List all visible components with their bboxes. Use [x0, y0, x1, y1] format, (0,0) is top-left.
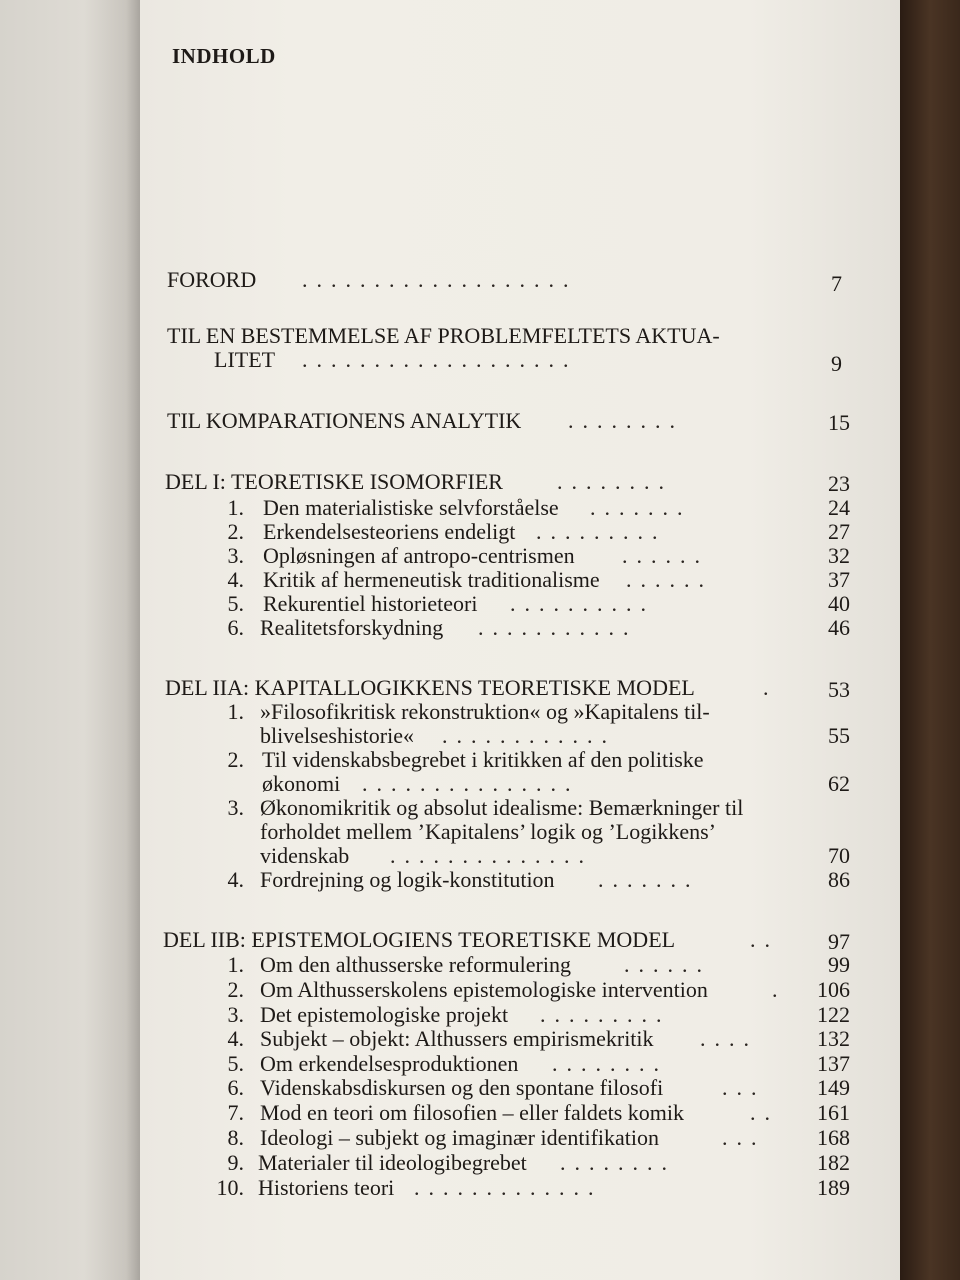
item-page: 132: [817, 1026, 850, 1051]
leader-dots: ...................: [302, 267, 578, 292]
leader-dots: ........: [560, 1150, 676, 1175]
item-number: 6.: [227, 615, 244, 640]
item-number: 4.: [227, 1026, 244, 1051]
item-number: 5.: [227, 591, 244, 616]
part-page: 23: [828, 471, 850, 496]
item-page: 62: [828, 771, 850, 796]
leader-dots: .: [763, 675, 778, 700]
part-page: 97: [828, 929, 850, 954]
item-page: 168: [817, 1125, 850, 1150]
item-page: 182: [817, 1150, 850, 1175]
leader-dots: .........: [540, 1002, 671, 1027]
item-title-cont: forholdet mellem ’Kapitalens’ logik og ’Logikkens’: [260, 819, 716, 844]
item-page: 40: [828, 591, 850, 616]
item-title: Mod en teori om filosofien – eller faldets komik: [260, 1100, 685, 1125]
toc-page: 15: [828, 410, 850, 435]
item-page: 55: [828, 723, 850, 748]
item-title: Kritik af hermeneutisk traditionalisme: [263, 567, 600, 592]
leader-dots: ...: [722, 1075, 766, 1100]
leader-dots: ..........: [510, 591, 655, 616]
leader-dots: ........: [552, 1051, 668, 1076]
item-page: 32: [828, 543, 850, 568]
leader-dots: ............: [442, 723, 616, 748]
leader-dots: ........: [568, 408, 684, 433]
item-title: Økonomikritik og absolut idealisme: Bemærkninger til: [260, 795, 744, 820]
item-title: Realitetsforskydning: [260, 615, 444, 640]
item-number: 1.: [227, 952, 244, 977]
item-title: Historiens teori: [258, 1175, 395, 1200]
page-title: INDHOLD: [172, 44, 276, 68]
item-number: 2.: [227, 977, 244, 1002]
toc-title: TIL EN BESTEMMELSE AF PROBLEMFELTETS AKTUA-: [167, 323, 720, 348]
item-page: 106: [817, 977, 850, 1002]
item-title: Om den althusserske reformulering: [260, 952, 571, 977]
leader-dots: .: [772, 977, 787, 1002]
item-number: 1.: [227, 699, 244, 724]
item-page: 70: [828, 843, 850, 868]
part-title: DEL IIB: EPISTEMOLOGIENS TEORETISKE MODEL: [163, 927, 676, 952]
item-page: 189: [817, 1175, 850, 1200]
leader-dots: .......: [590, 495, 692, 520]
item-number: 8.: [227, 1125, 244, 1150]
item-title: Om erkendelsesproduktionen: [260, 1051, 519, 1076]
item-page: 149: [817, 1075, 850, 1100]
item-page: 37: [828, 567, 850, 592]
leader-dots: ...................: [302, 347, 578, 372]
toc-page: 7: [831, 271, 842, 296]
item-title: »Filosofikritisk rekonstruktion« og »Kapitalens til-: [260, 699, 710, 724]
leader-dots: ...........: [478, 615, 638, 640]
item-title-cont: økonomi: [262, 771, 341, 796]
item-page: 137: [817, 1051, 850, 1076]
leader-dots: ..: [750, 927, 779, 952]
part-title: DEL I: TEORETISKE ISOMORFIER: [165, 469, 503, 494]
item-number: 3.: [227, 543, 244, 568]
item-title: Fordrejning og logik-konstitution: [260, 867, 555, 892]
item-title: Videnskabsdiskursen og den spontane filosofi: [260, 1075, 664, 1100]
item-number: 6.: [227, 1075, 244, 1100]
item-number: 3.: [227, 1002, 244, 1027]
item-title: Det epistemologiske projekt: [260, 1002, 509, 1027]
item-title: Rekurentiel historieteori: [263, 591, 478, 616]
part-page: 53: [828, 677, 850, 702]
item-title-cont: videnskab: [260, 843, 350, 868]
item-number: 1.: [227, 495, 244, 520]
table-background: [900, 0, 960, 1280]
item-number: 10.: [216, 1175, 244, 1200]
item-title: Den materialistiske selvforståelse: [263, 495, 559, 520]
leader-dots: ........: [557, 469, 673, 494]
leader-dots: ......: [622, 543, 709, 568]
item-page: 24: [828, 495, 850, 520]
item-page: 27: [828, 519, 850, 544]
toc-title: FORORD: [167, 267, 257, 292]
item-number: 4.: [227, 867, 244, 892]
leader-dots: ....: [700, 1026, 758, 1051]
item-number: 2.: [227, 519, 244, 544]
previous-page-edge: [0, 0, 140, 1280]
item-number: 7.: [227, 1100, 244, 1125]
item-page: 122: [817, 1002, 850, 1027]
item-title: Om Althusserskolens epistemologiske intervention: [260, 977, 708, 1002]
part-title: DEL IIA: KAPITALLOGIKKENS TEORETISKE MODEL: [165, 675, 695, 700]
item-title: Til videnskabsbegrebet i kritikken af den politiske: [262, 747, 704, 772]
leader-dots: ......: [626, 567, 713, 592]
toc-page: 9: [831, 351, 842, 376]
item-title: Erkendelsesteoriens endeligt: [263, 519, 516, 544]
toc-title: TIL KOMPARATIONENS ANALYTIK: [167, 408, 522, 433]
leader-dots: ......: [624, 952, 711, 977]
leader-dots: .............: [414, 1175, 603, 1200]
item-title: Subjekt – objekt: Althussers empirismekritik: [260, 1026, 654, 1051]
item-number: 5.: [227, 1051, 244, 1076]
item-page: 99: [828, 952, 850, 977]
item-page: 46: [828, 615, 850, 640]
item-page: 86: [828, 867, 850, 892]
leader-dots: ...............: [362, 771, 580, 796]
toc-title-cont: LITET: [214, 347, 276, 372]
leader-dots: ...: [722, 1125, 766, 1150]
item-title: Materialer til ideologibegrebet: [258, 1150, 527, 1175]
leader-dots: ..: [750, 1100, 779, 1125]
item-number: 4.: [227, 567, 244, 592]
item-page: 161: [817, 1100, 850, 1125]
item-number: 3.: [227, 795, 244, 820]
leader-dots: .........: [536, 519, 667, 544]
item-number: 2.: [227, 747, 244, 772]
item-title: Opløsningen af antropo-centrismen: [263, 543, 575, 568]
item-title: Ideologi – subjekt og imaginær identifikation: [260, 1125, 659, 1150]
leader-dots: .......: [598, 867, 700, 892]
item-title-cont: blivelseshistorie«: [260, 723, 414, 748]
leader-dots: ..............: [390, 843, 593, 868]
item-number: 9.: [227, 1150, 244, 1175]
